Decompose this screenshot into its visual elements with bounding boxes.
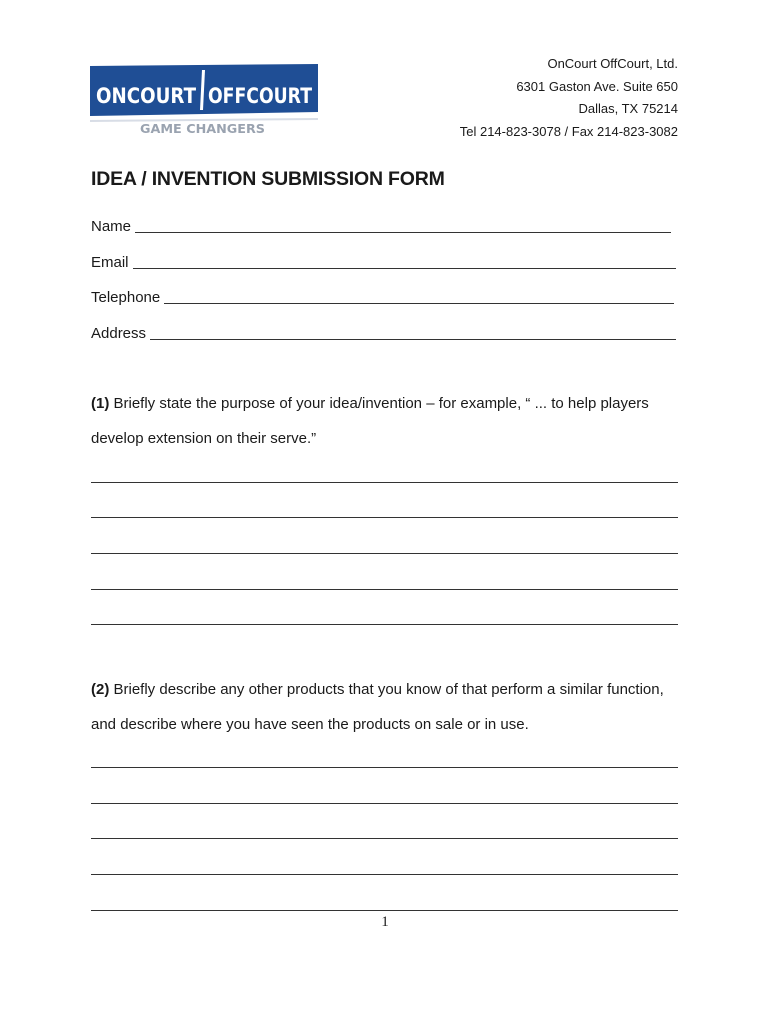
logo-word-right: OFFCOURT	[208, 84, 313, 108]
question-1-text: Briefly state the purpose of your idea/invention – for example, “ ... to help players	[109, 395, 649, 412]
company-logo	[90, 62, 318, 138]
telephone-input-line[interactable]	[164, 289, 674, 304]
name-field[interactable]	[91, 216, 671, 235]
answer-1-line[interactable]	[91, 482, 678, 483]
name-label: Name	[91, 218, 132, 235]
question-1-continued: develop extension on their serve.”	[91, 430, 317, 447]
address-input-line[interactable]	[150, 325, 676, 340]
company-name: OnCourt OffCourt, Ltd.	[547, 56, 678, 71]
email-label: Email	[91, 254, 129, 271]
telephone-label: Telephone	[91, 289, 161, 306]
question-2-number: (2)	[91, 681, 110, 698]
answer-1-line[interactable]	[91, 624, 678, 625]
question-2	[91, 681, 664, 698]
name-input-line[interactable]	[135, 218, 671, 233]
street-address: 6301 Gaston Ave. Suite 650	[516, 78, 678, 94]
phone-fax: Tel 214-823-3078 / Fax 214-823-3082	[459, 124, 678, 140]
logo-word-left: ONCOURT	[96, 84, 197, 108]
email-input-line[interactable]	[133, 254, 676, 269]
answer-1-line[interactable]	[91, 517, 678, 518]
answer-2-line[interactable]	[91, 874, 678, 875]
address-label: Address	[91, 325, 147, 342]
email-field[interactable]	[91, 252, 676, 271]
contact-block	[460, 53, 678, 144]
question-1-number: (1)	[91, 395, 110, 412]
address-field[interactable]	[91, 323, 676, 342]
answer-2-line[interactable]	[91, 767, 678, 768]
logo-tagline: GAME CHANGERS	[140, 122, 265, 136]
city-state-zip: Dallas, TX 75214	[578, 101, 678, 117]
page-number: 1	[381, 914, 389, 930]
answer-2-line[interactable]	[91, 838, 678, 839]
form-title: IDEA / INVENTION SUBMISSION FORM	[91, 168, 445, 190]
question-2-text: Briefly describe any other products that you know of that perform a similar function,	[109, 681, 664, 698]
question-1	[91, 395, 649, 412]
answer-1-line[interactable]	[91, 589, 678, 590]
answer-2-line[interactable]	[91, 910, 678, 911]
question-2-continued: and describe where you have seen the products on sale or in use.	[91, 716, 529, 733]
answer-1-line[interactable]	[91, 553, 678, 554]
telephone-field[interactable]	[91, 287, 674, 306]
answer-2-line[interactable]	[91, 803, 678, 804]
